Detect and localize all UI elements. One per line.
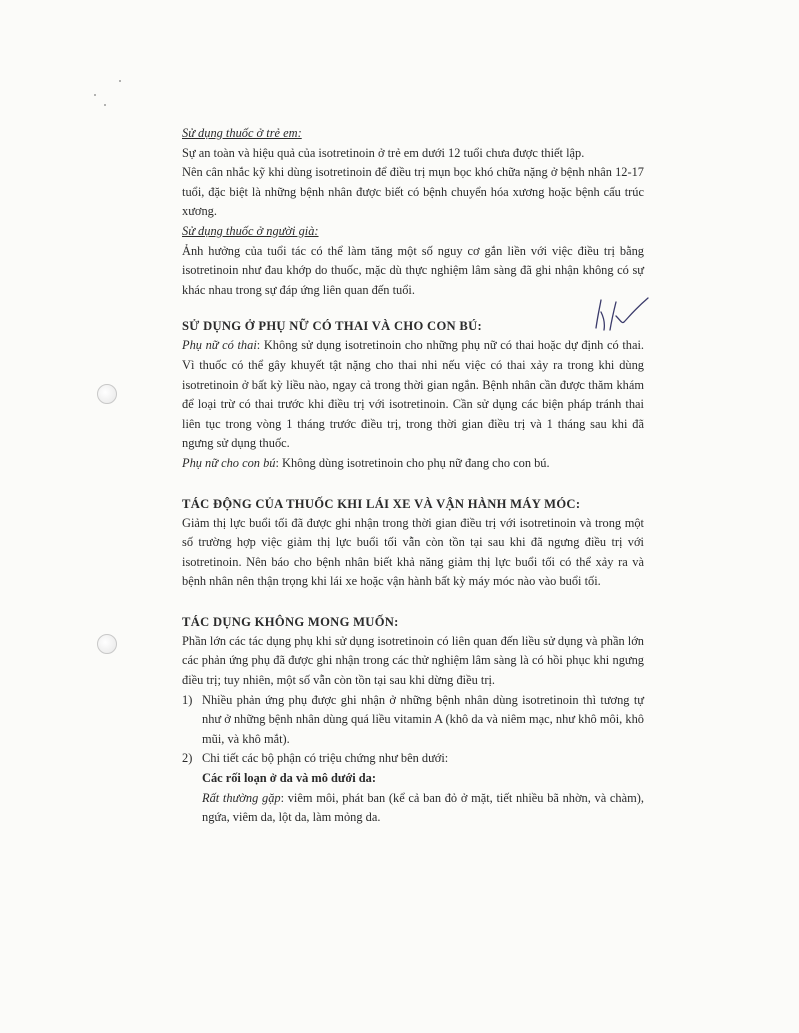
- pregnancy-paragraph: [182, 336, 644, 454]
- scan-speck: [94, 94, 96, 96]
- list-item: [182, 691, 644, 750]
- elderly-heading: Sử dụng thuốc ở người già:: [182, 223, 319, 238]
- breastfeeding-paragraph: [182, 454, 644, 474]
- very-common-lead: Rất thường gặp: [202, 790, 281, 805]
- side-effects-paragraph: Phần lớn các tác dụng phụ khi sử dụng isotretinoin có liên quan đến liều sử dụng và phần lớn các phản ứng phụ đã được ghi nhận trong các thử nghiệm lâm sàng là có hồi phục khi ngưng điều trị; tuy nhiên, một số vẫn còn tồn tại sau khi dừng điều trị.: [182, 633, 644, 688]
- punch-hole-bottom: [97, 634, 117, 654]
- list-item-text: Chi tiết các bộ phận có triệu chứng như bên dưới:: [202, 751, 449, 766]
- driving-section-title: TÁC ĐỘNG CỦA THUỐC KHI LÁI XE VÀ VẬN HÀNH MÁY MÓC:: [182, 496, 581, 511]
- scan-speck: [104, 104, 106, 106]
- scan-speck: [119, 80, 121, 82]
- list-item-text: Nhiều phản ứng phụ được ghi nhận ở những bệnh nhân dùng isotretinoin thì tương tự như ở những bệnh nhân dùng quá liều vitamin A (khô da và niêm mạc, như khô môi, khô mũi, và khô mắt).: [202, 692, 644, 746]
- children-paragraph-1: Sự an toàn và hiệu quả của isotretinoin ở trẻ em dưới 12 tuổi chưa được thiết lập.: [182, 145, 585, 160]
- list-item-number: 2): [182, 751, 193, 766]
- elderly-paragraph: Ảnh hưởng của tuổi tác có thể làm tăng một số nguy cơ gắn liền với việc điều trị bằng isotretinoin như đau khớp do thuốc, mặc dù thực nghiệm lâm sàng đã ghi nhận không có sự khác nhau trong sự đáp ứng liên quan đến tuổi.: [182, 243, 644, 297]
- children-heading: Sử dụng thuốc ở trẻ em:: [182, 126, 302, 140]
- driving-paragraph: Giảm thị lực buổi tối đã được ghi nhận trong thời gian điều trị với isotretinoin và trong một số trường hợp việc giảm thị lực buổi tối vẫn còn tồn tại sau khi đã ngưng điều trị với isotretinoin. Nên báo cho bệnh nhân biết khả năng giảm thị lực buổi tối có thể xảy ra và bệnh nhân nên thận trọng khi lái xe hoặc vận hành bất kỳ máy móc nào vào buổi tối.: [182, 515, 644, 589]
- breastfeeding-lead: Phụ nữ cho con bú: [182, 455, 276, 470]
- pregnancy-lead: Phụ nữ có thai: [182, 338, 257, 353]
- side-effects-list: [182, 691, 644, 828]
- list-item: [182, 749, 644, 827]
- very-common-text: : viêm môi, phát ban (kể cả ban đỏ ở mặt, tiết nhiều bã nhờn, và chàm), ngứa, viêm da, lột da, làm mỏng da.: [202, 790, 644, 825]
- breastfeeding-text: : Không dùng isotretinoin cho phụ nữ đang cho con bú.: [275, 455, 550, 470]
- list-item-number: 1): [182, 692, 193, 707]
- pregnancy-section-title: SỬ DỤNG Ở PHỤ NỮ CÓ THAI VÀ CHO CON BÚ:: [182, 319, 482, 334]
- document-body: [182, 124, 644, 828]
- punch-hole-top: [97, 384, 117, 404]
- pregnancy-text: : Không sử dụng isotretinoin cho những phụ nữ có thai hoặc dự định có thai. Vì thuốc có thể gây khuyết tật nặng cho thai nhi nếu việc có thai xảy ra trong khi dùng isotretinoin ở bất kỳ liều nào, ngay cả trong thời gian ngắn. Bệnh nhân cần được thăm khám để loại trừ có thai trước khi điều trị với isotretinoin. Cần sử dụng các biện pháp tránh thai liên tục trong vòng 1 tháng trước điều trị, trong thời gian điều trị và 1 tháng sau khi đã ngưng sử dụng thuốc.: [182, 338, 644, 451]
- children-paragraph-2: Nên cân nhắc kỹ khi dùng isotretinoin để điều trị mụn bọc khó chữa nặng ở bệnh nhân 12-17 tuổi, đặc biệt là những bệnh nhân được biết có bệnh chuyển hóa xương hoặc bệnh cấu trúc xương.: [182, 165, 644, 219]
- skin-disorders-subtitle: Các rối loạn ở da và mô dưới da:: [202, 771, 376, 786]
- side-effects-section-title: TÁC DỤNG KHÔNG MONG MUỐN:: [182, 614, 399, 629]
